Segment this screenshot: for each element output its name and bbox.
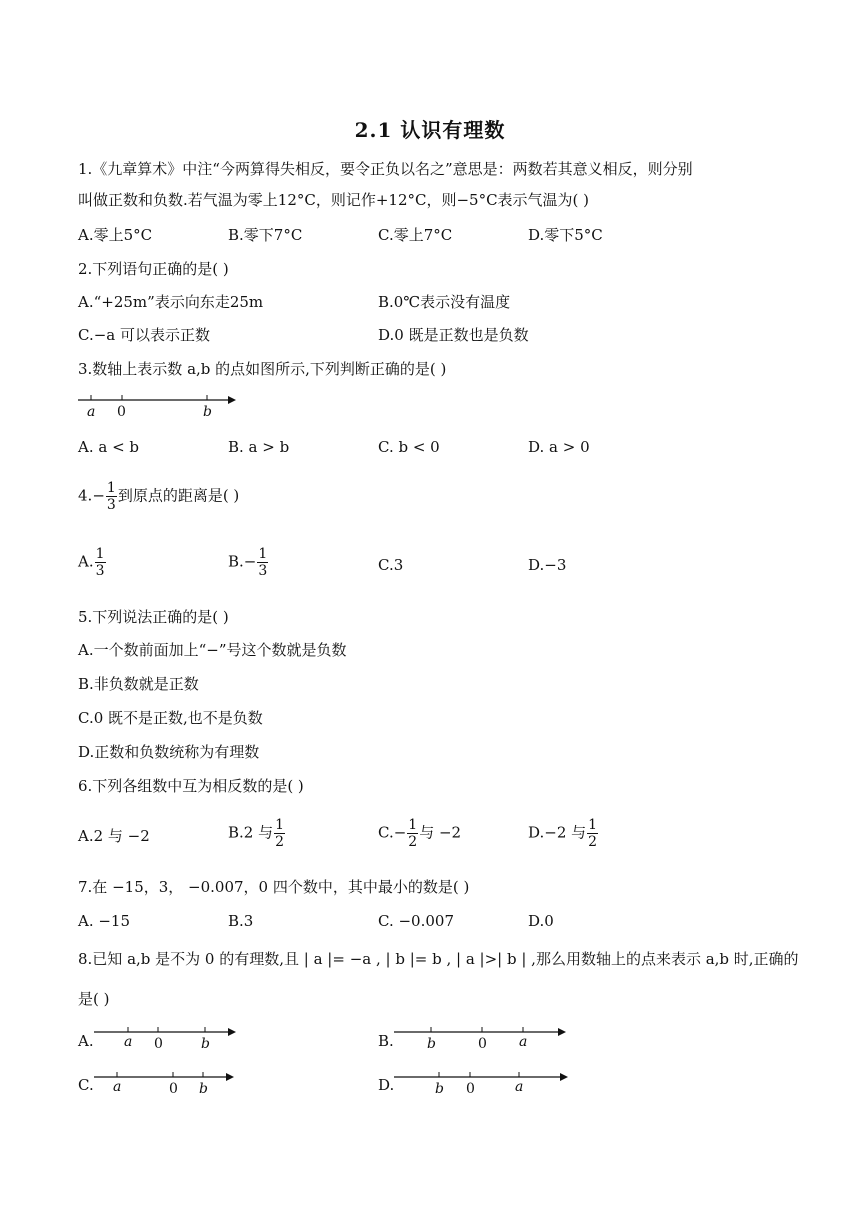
question-8-option-d-number-line [394,1067,574,1099]
axis-arrow [226,1073,234,1081]
tick-label: a [124,1034,133,1050]
tick-label-b: b [203,404,212,420]
question-1-line-2: 叫做正数和负数.若气温为零上12°C，则记作+12°C，则−5°C表示气温为( ) [78,191,590,209]
question-6-option-d [528,817,599,850]
question-8-option-b-number-line [394,1022,574,1054]
fraction-denominator: 2 [275,834,285,850]
question-3-option-a: A. a < b [78,438,140,456]
question-8-option-b-label: B. [378,1032,394,1050]
fraction-numerator: 1 [408,817,418,833]
tick-label-a: a [87,404,96,420]
question-3-option-d: D. a > 0 [528,438,590,456]
page-title: 2.1 认识有理数 [354,118,506,142]
axis-arrow [560,1073,568,1081]
question-7-option-b: B.3 [228,912,254,930]
question-6-stem: 6.下列各组数中互为相反数的是( ) [78,777,304,795]
question-7-option-c: C. −0.007 [378,912,454,930]
question-2-option-b: B.0℃表示没有温度 [378,293,511,311]
question-8-option-d-label: D. [378,1076,395,1094]
question-1-option-b: B.零下7°C [228,226,303,244]
question-1-option-a: A.零上5°C [78,226,153,244]
question-8-line-1: 8.已知 a,b 是不为 0 的有理数,且 | a |= −a , | b |= b , | a |>| b | ,那么用数轴上的点来表示 a,b 时,正确的 [78,950,799,968]
tick-label-zero: 0 [117,404,126,420]
question-6-option-b [228,817,286,850]
axis-arrow [228,1028,236,1036]
tick-label: 0 [169,1081,178,1097]
fraction [106,480,117,513]
option-suffix: 与 −2 [419,823,462,842]
question-8-option-c-label: C. [78,1076,94,1094]
tick-label: a [515,1079,524,1095]
question-7-stem: 7.在 −15，3， −0.007，0 四个数中，其中最小的数是( ) [78,878,470,896]
fraction [407,817,418,850]
question-4-sign: − [92,486,105,505]
tick-label: 0 [478,1036,487,1052]
tick-label: b [427,1036,436,1052]
question-5-option-b: B.非负数就是正数 [78,675,199,693]
option-label: B.2 与 [228,823,274,842]
question-7-option-d: D.0 [528,912,554,930]
question-2-option-c: C.−a 可以表示正数 [78,326,210,344]
question-7-option-a: A. −15 [78,912,131,930]
tick-label: b [201,1036,210,1052]
question-4-option-a [78,546,107,579]
fraction-numerator: 1 [258,546,268,562]
question-2-option-a: A.“+25m”表示向东走25m [78,293,264,311]
question-5-option-c: C.0 既不是正数,也不是负数 [78,709,263,727]
fraction-denominator: 3 [95,563,105,579]
fraction [95,546,106,579]
question-5-stem: 5.下列说法正确的是( ) [78,608,229,626]
question-4-option-b [228,546,269,579]
question-3-number-line [78,388,248,422]
fraction [274,817,285,850]
question-8-line-2: 是( ) [78,990,110,1008]
fraction-numerator: 1 [95,546,105,562]
question-5-option-d: D.正数和负数统称为有理数 [78,743,260,761]
question-4-stem [78,480,239,513]
tick-label: a [113,1079,122,1095]
question-3-option-b: B. a > b [228,438,290,456]
question-4-text: 到原点的距离是( ) [117,486,240,505]
fraction-numerator: 1 [106,480,116,496]
question-1-option-c: C.零上7°C [378,226,453,244]
tick-label: b [435,1081,444,1097]
question-6-option-c [378,817,461,850]
question-2-stem: 2.下列语句正确的是( ) [78,260,229,278]
question-2-option-d: D.0 既是正数也是负数 [378,326,529,344]
fraction-denominator: 3 [106,497,116,513]
tick-label: a [519,1034,528,1050]
question-4-option-d: D.−3 [528,556,567,574]
axis-arrow [228,396,236,404]
question-6-option-a: A.2 与 −2 [78,827,150,845]
tick-label: b [199,1081,208,1097]
fraction-numerator: 1 [588,817,598,833]
fraction [587,817,598,850]
question-4-option-c: C.3 [378,556,404,574]
fraction-denominator: 2 [408,834,418,850]
fraction-numerator: 1 [275,817,285,833]
question-3-option-c: C. b < 0 [378,438,440,456]
question-4-number: 4. [78,486,93,505]
question-8-option-c-number-line [94,1067,244,1099]
question-1-line-1: 1.《九章算术》中注“今两算得失相反，要令正负以名之”意思是：两数若其意义相反，则分别 [78,160,693,178]
option-label: D.−2 与 [528,823,587,842]
fraction [257,546,268,579]
question-8-option-a-label: A. [78,1032,94,1050]
tick-label: 0 [154,1036,163,1052]
axis-arrow [558,1028,566,1036]
question-5-option-a: A.一个数前面加上“−”号这个数就是负数 [78,641,347,659]
fraction-denominator: 3 [258,563,268,579]
option-label: C.− [378,823,407,842]
fraction-denominator: 2 [588,834,598,850]
option-label: B.− [228,552,257,571]
tick-label: 0 [466,1081,475,1097]
question-8-option-a-number-line [94,1022,244,1054]
question-1-option-d: D.零下5°C [528,226,603,244]
option-label: A. [78,552,94,571]
question-3-stem: 3.数轴上表示数 a,b 的点如图所示,下列判断正确的是( ) [78,360,447,378]
